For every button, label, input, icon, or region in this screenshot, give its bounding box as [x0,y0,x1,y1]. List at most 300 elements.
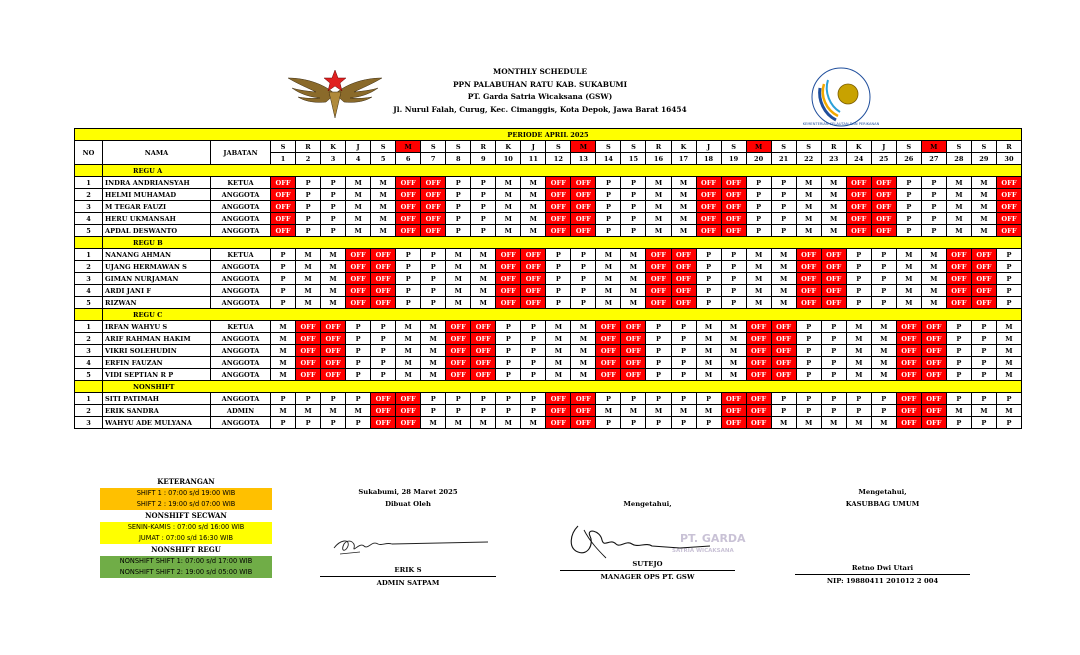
day-number: 24 [846,153,871,165]
shift-cell: M [696,357,721,369]
shift-cell: P [571,297,596,309]
shift-cell: M [621,249,646,261]
shift-cell: OFF [421,225,446,237]
shift-cell: P [771,201,796,213]
shift-cell: M [296,273,321,285]
shift-cell: OFF [746,345,771,357]
shift-cell: OFF [471,345,496,357]
shift-cell: P [396,261,421,273]
row-no: 3 [75,273,103,285]
day-number: 22 [796,153,821,165]
shift-cell: P [446,393,471,405]
shift-cell: M [896,261,921,273]
group-title: REGU A [103,165,1022,177]
shift-cell: M [846,417,871,429]
group-title: NONSHIFT [103,381,1022,393]
shift-cell: M [371,225,396,237]
shift-cell: M [996,357,1021,369]
shift-cell: M [471,417,496,429]
group-row [75,381,1022,393]
shift-cell: OFF [671,297,696,309]
shift-cell: P [646,393,671,405]
shift-cell: P [421,285,446,297]
shift-cell: OFF [896,369,921,381]
shift-cell: P [771,177,796,189]
shift-cell: P [996,285,1021,297]
shift-cell: P [871,393,896,405]
shift-cell: P [896,201,921,213]
shift-cell: P [271,285,296,297]
shift-cell: M [721,345,746,357]
shift-cell: M [271,321,296,333]
shift-cell: M [646,213,671,225]
shift-cell: OFF [746,417,771,429]
shift-cell: M [996,345,1021,357]
shift-cell: P [971,417,996,429]
shift-cell: M [321,405,346,417]
day-number: 25 [871,153,896,165]
shift-cell: P [621,201,646,213]
shift-cell: OFF [421,189,446,201]
shift-cell: P [446,177,471,189]
signature-dibuat-oleh: Dibuat Oleh [385,500,431,508]
shift-cell: M [321,261,346,273]
row-jabatan: ANGGOTA [211,225,271,237]
shift-cell: OFF [646,261,671,273]
shift-cell: P [671,417,696,429]
handwritten-signature-erik [320,530,496,562]
shift-cell: OFF [296,369,321,381]
shift-cell: P [721,273,746,285]
table-row [75,213,1022,225]
shift-cell: M [646,225,671,237]
shift-cell: P [921,213,946,225]
row-nama: INDRA ANDRIANSYAH [103,177,211,189]
shift-cell: OFF [396,177,421,189]
shift-cell: P [396,285,421,297]
shift-cell: P [321,177,346,189]
shift-cell: P [796,321,821,333]
shift-cell: P [296,213,321,225]
shift-cell: P [321,417,346,429]
shift-cell: P [921,201,946,213]
shift-cell: P [471,393,496,405]
shift-cell: M [646,201,671,213]
day-number: 4 [346,153,371,165]
shift-cell: P [971,321,996,333]
shift-cell: M [871,357,896,369]
shift-cell: P [571,273,596,285]
shift-cell: OFF [896,321,921,333]
day-letter: K [671,141,696,153]
shift-cell: M [271,345,296,357]
shift-cell: P [496,321,521,333]
shift-cell: P [646,333,671,345]
day-letter: S [446,141,471,153]
shift-cell: OFF [821,249,846,261]
shift-cell: M [771,249,796,261]
signature-name-erik: ERIK S [394,566,422,574]
shift-cell: P [521,345,546,357]
shift-cell: M [846,345,871,357]
shift-cell: P [446,189,471,201]
day-number: 21 [771,153,796,165]
shift-cell: OFF [821,273,846,285]
shift-cell: P [846,405,871,417]
shift-cell: P [996,249,1021,261]
shift-cell: OFF [896,417,921,429]
legend-shift-1: SHIFT 1 : 07:00 s/d 19:00 WIB [100,488,272,499]
row-jabatan: ANGGOTA [211,213,271,225]
shift-cell: M [946,177,971,189]
shift-cell: P [771,225,796,237]
shift-cell: P [296,201,321,213]
row-jabatan: ANGGOTA [211,189,271,201]
shift-cell: P [496,333,521,345]
table-row [75,345,1022,357]
shift-cell: OFF [871,189,896,201]
shift-cell: P [396,273,421,285]
shift-cell: P [421,261,446,273]
shift-cell: OFF [921,321,946,333]
shift-cell: P [446,405,471,417]
shift-cell: M [696,405,721,417]
shift-cell: M [421,417,446,429]
row-nama: NANANG AHMAN [103,249,211,261]
day-letter: M [396,141,421,153]
shift-cell: M [421,369,446,381]
shift-cell: M [571,345,596,357]
shift-cell: P [421,393,446,405]
signature-block-manager [560,488,746,583]
shift-cell: M [421,333,446,345]
shift-cell: P [621,213,646,225]
shift-cell: P [321,225,346,237]
day-number: 9 [471,153,496,165]
shift-cell: M [671,189,696,201]
row-no: 3 [75,201,103,213]
legend [100,476,272,578]
shift-cell: P [871,405,896,417]
col-header-no: NO [75,141,103,165]
shift-cell: OFF [796,285,821,297]
shift-cell: M [571,357,596,369]
shift-cell: P [296,177,321,189]
day-number: 15 [621,153,646,165]
row-nama: WAHYU ADE MULYANA [103,417,211,429]
shift-cell: OFF [296,333,321,345]
table-row [75,357,1022,369]
shift-cell: M [296,297,321,309]
shift-cell: M [871,417,896,429]
shift-cell: P [921,225,946,237]
day-letter: S [421,141,446,153]
shift-cell: P [296,393,321,405]
shift-cell: M [871,333,896,345]
shift-cell: P [621,189,646,201]
company-stamp-text-2: SATRIA WICAKSANA [672,548,734,554]
shift-cell: P [946,321,971,333]
shift-cell: OFF [921,345,946,357]
shift-cell: P [471,201,496,213]
signature-title-manager: MANAGER OPS PT. GSW [560,570,735,583]
shift-cell: OFF [521,285,546,297]
shift-cell: OFF [321,321,346,333]
day-letter: S [271,141,296,153]
shift-cell: M [596,285,621,297]
group-title: REGU B [103,237,1022,249]
shift-cell: OFF [296,345,321,357]
shift-cell: P [896,177,921,189]
day-letter: S [596,141,621,153]
shift-cell: P [346,417,371,429]
shift-cell: OFF [771,333,796,345]
shift-cell: P [496,393,521,405]
shift-cell: OFF [821,297,846,309]
shift-cell: M [296,405,321,417]
shift-cell: OFF [521,273,546,285]
shift-cell: P [496,357,521,369]
shift-cell: P [646,369,671,381]
shift-cell: OFF [721,225,746,237]
table-row [75,297,1022,309]
shift-cell: OFF [371,297,396,309]
shift-cell: P [346,321,371,333]
shift-cell: P [271,261,296,273]
day-number: 12 [546,153,571,165]
shift-cell: OFF [621,369,646,381]
group-spacer [75,165,103,177]
day-letter: R [471,141,496,153]
shift-cell: P [796,369,821,381]
row-no: 4 [75,285,103,297]
shift-cell: OFF [371,261,396,273]
shift-cell: P [596,189,621,201]
shift-cell: P [446,213,471,225]
shift-cell: OFF [396,225,421,237]
signature-mengetahui-2: Mengetahui, [858,488,907,496]
shift-cell: M [471,285,496,297]
shift-cell: P [521,369,546,381]
shift-cell: OFF [671,261,696,273]
shift-cell: OFF [546,177,571,189]
shift-cell: M [746,249,771,261]
row-jabatan: ANGGOTA [211,273,271,285]
table-row [75,417,1022,429]
day-number: 7 [421,153,446,165]
header-company: PT. Garda Satria Wicaksana (GSW) [467,92,613,101]
shift-cell: P [796,345,821,357]
day-number: 14 [596,153,621,165]
shift-cell: M [446,417,471,429]
shift-cell: M [646,405,671,417]
shift-cell: M [796,201,821,213]
shift-cell: P [271,297,296,309]
shift-cell: M [621,405,646,417]
shift-cell: P [971,333,996,345]
shift-cell: M [471,261,496,273]
shift-cell: P [596,417,621,429]
shift-cell: M [821,213,846,225]
shift-cell: P [346,357,371,369]
shift-cell: M [546,333,571,345]
day-number: 23 [821,153,846,165]
shift-cell: P [271,273,296,285]
signature-name-retno: Retno Dwi Utari [851,564,914,572]
shift-cell: P [271,249,296,261]
legend-title: KETERANGAN [157,477,215,486]
shift-cell: OFF [871,177,896,189]
shift-cell: OFF [796,261,821,273]
shift-cell: OFF [421,177,446,189]
shift-cell: OFF [421,213,446,225]
shift-cell: M [296,249,321,261]
shift-cell: P [471,225,496,237]
row-jabatan: ANGGOTA [211,345,271,357]
shift-cell: OFF [896,393,921,405]
shift-cell: P [321,393,346,405]
shift-cell: P [996,261,1021,273]
shift-cell: M [996,369,1021,381]
shift-cell: M [671,213,696,225]
shift-cell: OFF [771,357,796,369]
shift-cell: OFF [871,225,896,237]
group-spacer [75,237,103,249]
shift-cell: M [796,189,821,201]
shift-cell: OFF [921,405,946,417]
shift-cell: OFF [621,357,646,369]
shift-cell: M [946,405,971,417]
shift-cell: M [621,273,646,285]
shift-cell: OFF [721,417,746,429]
shift-cell: M [596,261,621,273]
shift-cell: OFF [446,321,471,333]
shift-cell: P [971,369,996,381]
row-no: 5 [75,369,103,381]
shift-cell: OFF [396,189,421,201]
shift-cell: M [321,249,346,261]
period-row [75,129,1022,141]
day-number: 11 [521,153,546,165]
shift-cell: P [546,249,571,261]
shift-cell: M [846,321,871,333]
row-nama: SITI PATIMAH [103,393,211,405]
shift-cell: P [521,393,546,405]
shift-cell: OFF [646,273,671,285]
shift-cell: P [921,189,946,201]
row-nama: VIDI SEPTIAN R P [103,369,211,381]
day-letter: K [321,141,346,153]
shift-cell: P [921,177,946,189]
row-no: 5 [75,225,103,237]
shift-cell: M [396,321,421,333]
shift-cell: P [621,177,646,189]
day-number: 18 [696,153,721,165]
shift-cell: OFF [271,189,296,201]
shift-cell: M [371,213,396,225]
shift-cell: M [696,369,721,381]
shift-cell: M [896,285,921,297]
day-number: 8 [446,153,471,165]
shift-cell: OFF [846,177,871,189]
shift-cell: OFF [871,213,896,225]
shift-cell: M [621,261,646,273]
shift-cell: P [321,201,346,213]
shift-cell: M [521,177,546,189]
shift-cell: M [646,177,671,189]
shift-cell: OFF [521,249,546,261]
shift-cell: OFF [871,201,896,213]
shift-cell: P [896,189,921,201]
shift-cell: OFF [596,369,621,381]
shift-cell: M [946,213,971,225]
shift-cell: P [321,189,346,201]
shift-cell: M [571,321,596,333]
shift-cell: OFF [996,201,1021,213]
shift-cell: P [821,393,846,405]
shift-cell: M [346,405,371,417]
shift-cell: M [896,249,921,261]
shift-cell: P [971,357,996,369]
shift-cell: P [696,297,721,309]
table-row [75,261,1022,273]
shift-cell: OFF [496,285,521,297]
day-number: 6 [396,153,421,165]
shift-cell: M [696,333,721,345]
shift-cell: P [821,333,846,345]
shift-cell: OFF [546,417,571,429]
row-no: 1 [75,321,103,333]
signature-place-date: Sukabumi, 28 Maret 2025 [358,488,458,496]
row-jabatan: KETUA [211,177,271,189]
shift-cell: P [471,405,496,417]
shift-cell: P [821,369,846,381]
row-no: 1 [75,393,103,405]
table-row [75,321,1022,333]
shift-cell: OFF [321,357,346,369]
day-letter: R [821,141,846,153]
shift-cell: P [671,393,696,405]
shift-cell: M [521,417,546,429]
shift-cell: M [321,297,346,309]
day-letter: M [571,141,596,153]
shift-cell: OFF [846,213,871,225]
table-row [75,393,1022,405]
shift-cell: OFF [946,273,971,285]
shift-cell: OFF [546,405,571,417]
shift-cell: P [846,297,871,309]
shift-cell: OFF [546,225,571,237]
shift-cell: OFF [271,201,296,213]
shift-cell: OFF [621,345,646,357]
shift-cell: P [771,405,796,417]
shift-cell: P [596,393,621,405]
shift-cell: M [521,189,546,201]
shift-cell: P [996,273,1021,285]
shift-cell: P [821,321,846,333]
shift-cell: M [571,369,596,381]
day-letter: S [771,141,796,153]
shift-cell: OFF [596,345,621,357]
shift-cell: P [971,345,996,357]
shift-cell: OFF [671,249,696,261]
shift-cell: M [971,213,996,225]
shift-cell: M [671,201,696,213]
shift-cell: P [271,417,296,429]
shift-cell: P [696,249,721,261]
day-letter: S [371,141,396,153]
shift-cell: P [946,357,971,369]
